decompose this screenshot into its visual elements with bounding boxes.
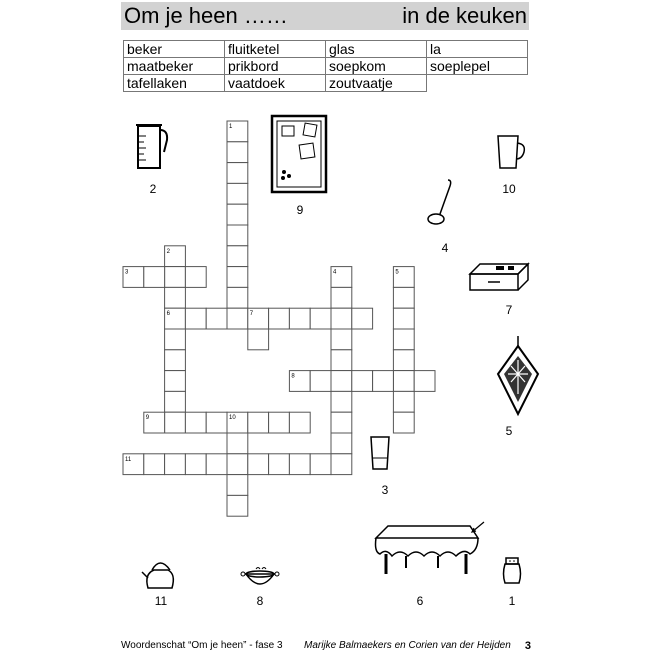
crossword-cell[interactable]: [331, 433, 352, 454]
measuring-jug-icon: [134, 122, 170, 172]
crossword-cell[interactable]: [269, 454, 290, 475]
picture-label-glas: 3: [381, 483, 389, 497]
crossword-cell[interactable]: [144, 454, 165, 475]
kettle-icon: [140, 558, 180, 592]
footer-author: Marijke Balmaekers en Corien van der Heijden: [304, 640, 511, 651]
crossword-cell[interactable]: [165, 350, 186, 371]
picture-label-prikbord: 9: [296, 203, 304, 217]
crossword-cell[interactable]: [185, 454, 206, 475]
table-with-cloth-icon: [366, 516, 486, 580]
crossword-cell[interactable]: [227, 454, 248, 475]
picture-label-vaatdoek: 5: [505, 424, 513, 438]
word-cell: fluitketel: [225, 41, 326, 58]
crossword-cell[interactable]: [165, 412, 186, 433]
crossword-cell[interactable]: [310, 308, 331, 329]
crossword-cell[interactable]: [393, 350, 414, 371]
word-cell: soepkom: [326, 58, 427, 75]
word-cell: soeplepel: [427, 58, 528, 75]
picture-label-soeplepel: 4: [441, 241, 449, 255]
crossword-cell[interactable]: [165, 267, 186, 288]
crossword-cell[interactable]: [165, 371, 186, 392]
word-cell: la: [427, 41, 528, 58]
crossword-cell[interactable]: [393, 371, 414, 392]
crossword-cell[interactable]: [393, 412, 414, 433]
crossword-cell[interactable]: [227, 225, 248, 246]
clue-number: 2: [166, 248, 170, 255]
picture-label-zoutvaatje: 1: [508, 594, 516, 608]
page-number: 3: [524, 640, 531, 652]
crossword-cell[interactable]: [227, 308, 248, 329]
crossword-cell[interactable]: [206, 412, 227, 433]
crossword-cell[interactable]: [165, 454, 186, 475]
crossword-cell[interactable]: [227, 183, 248, 204]
crossword-cell[interactable]: [248, 329, 269, 350]
word-cell: glas: [326, 41, 427, 58]
mug-icon: [494, 132, 530, 172]
crossword-cell[interactable]: [206, 454, 227, 475]
crossword-cell[interactable]: [331, 329, 352, 350]
picture-label-tafellaken: 6: [416, 594, 424, 608]
crossword-cell[interactable]: [289, 454, 310, 475]
crossword-cell[interactable]: [289, 412, 310, 433]
glass-icon: [368, 434, 392, 472]
dishcloth-icon: [494, 334, 542, 418]
picture-label-fluitketel: 11: [154, 594, 168, 608]
crossword-cell[interactable]: [310, 371, 331, 392]
word-cell: prikbord: [225, 58, 326, 75]
crossword-cell[interactable]: [393, 391, 414, 412]
word-cell: vaatdoek: [225, 75, 326, 92]
salt-shaker-icon: [500, 556, 524, 586]
clue-number: 5: [395, 269, 399, 276]
drawer-icon: [466, 260, 532, 296]
crossword-cell[interactable]: [269, 412, 290, 433]
crossword-cell[interactable]: [248, 454, 269, 475]
picture-label-la: 7: [505, 303, 513, 317]
picture-label-soepkom: 8: [256, 594, 264, 608]
crossword-cell[interactable]: [331, 350, 352, 371]
crossword-cell[interactable]: [310, 454, 331, 475]
clue-number: 6: [166, 311, 170, 318]
crossword-cell[interactable]: [331, 412, 352, 433]
footer-title: Woordenschat “Om je heen” - fase 3: [121, 640, 283, 651]
crossword-cell[interactable]: [331, 287, 352, 308]
pinboard-icon: [270, 114, 328, 194]
word-cell: tafellaken: [124, 75, 225, 92]
crossword-cell[interactable]: [227, 163, 248, 184]
crossword-cell[interactable]: [144, 267, 165, 288]
crossword-cell[interactable]: [227, 142, 248, 163]
crossword-cell[interactable]: [185, 308, 206, 329]
clue-number: 8: [291, 373, 295, 380]
crossword-cell[interactable]: [393, 308, 414, 329]
clue-number: 7: [249, 311, 254, 318]
crossword-cell[interactable]: [227, 204, 248, 225]
crossword-cell[interactable]: [185, 267, 206, 288]
crossword-cell[interactable]: [352, 371, 373, 392]
soup-ladle-icon: [426, 176, 456, 228]
crossword-cell[interactable]: [269, 308, 290, 329]
crossword-cell[interactable]: [331, 308, 352, 329]
crossword-cell[interactable]: [289, 308, 310, 329]
crossword-cell[interactable]: [227, 287, 248, 308]
crossword-cell[interactable]: [393, 287, 414, 308]
crossword-cell[interactable]: [165, 391, 186, 412]
picture-label-beker: 10: [502, 182, 516, 196]
crossword-cell[interactable]: [373, 371, 394, 392]
crossword-cell[interactable]: [393, 329, 414, 350]
crossword-cell[interactable]: [165, 287, 186, 308]
clue-number: 10: [229, 415, 236, 422]
title-left: Om je heen ……: [124, 3, 288, 28]
crossword-cell[interactable]: [248, 412, 269, 433]
word-cell: maatbeker: [124, 58, 225, 75]
crossword-cell[interactable]: [227, 267, 248, 288]
picture-label-maatbeker: 2: [149, 182, 157, 196]
clue-number: 4: [333, 269, 337, 276]
crossword-cell[interactable]: [331, 371, 352, 392]
word-cell: beker: [124, 41, 225, 58]
crossword-cell[interactable]: [206, 308, 227, 329]
crossword-cell[interactable]: [227, 495, 248, 516]
crossword-cell[interactable]: [165, 329, 186, 350]
crossword-cell[interactable]: [352, 308, 373, 329]
crossword-cell[interactable]: [227, 246, 248, 267]
clue-number: 11: [125, 456, 132, 463]
crossword-cell[interactable]: [227, 475, 248, 496]
word-cell: zoutvaatje: [326, 75, 427, 92]
crossword-cell[interactable]: [227, 433, 248, 454]
clue-number: 1: [229, 124, 233, 130]
crossword-cell[interactable]: [331, 454, 352, 475]
title-right: in de keuken: [402, 3, 527, 28]
clue-number: 3: [125, 269, 129, 276]
crossword-cell[interactable]: [414, 371, 435, 392]
crossword-cell[interactable]: [185, 412, 206, 433]
crossword-cell[interactable]: [331, 391, 352, 412]
clue-number: 9: [145, 415, 150, 422]
soup-bowl-icon: [240, 566, 280, 590]
